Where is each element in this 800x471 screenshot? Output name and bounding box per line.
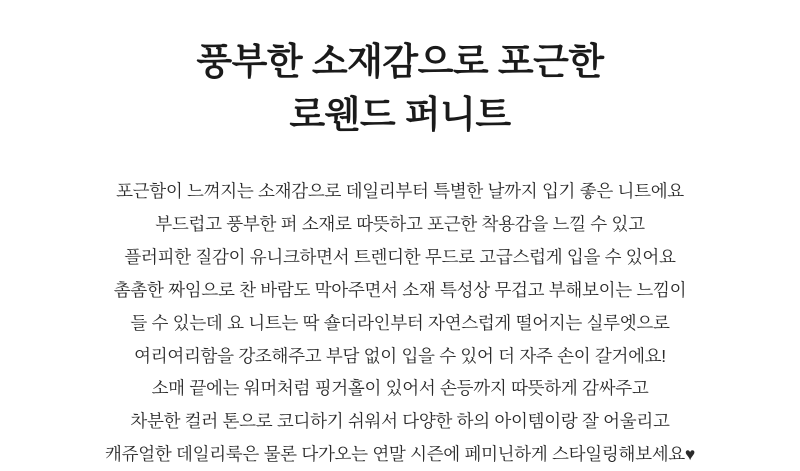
description-line-8: 차분한 컬러 톤으로 코디하기 쉬워서 다양한 하의 아이템이랑 잘 어울리고 [130, 411, 670, 432]
page-title [196, 36, 603, 141]
description-line-1: 포근함이 느껴지는 소재감으로 데일리부터 특별한 날까지 입기 좋은 니트에요 [116, 181, 684, 202]
page-title-line-2: 로웬드 퍼니트 [289, 93, 511, 135]
description-line-5: 들 수 있는데 요 니트는 딱 숄더라인부터 자연스럽게 떨어지는 실루엣으로 [130, 312, 670, 333]
description-body [105, 175, 695, 471]
description-line-9: 캐쥬얼한 데일리룩은 물론 다가오는 연말 시즌에 페미닌하게 스타일링해보세요♥ [105, 444, 695, 465]
page-title-line-1: 풍부한 소재감으로 포근한 [196, 41, 604, 82]
description-line-3: 플러피한 질감이 유니크하면서 트렌디한 무드로 고급스럽게 입을 수 있어요 [124, 246, 676, 267]
description-line-4: 촘촘한 짜임으로 찬 바람도 막아주면서 소재 특성상 무겁고 부해보이는 느낌이 [113, 279, 687, 300]
description-line-6: 여리여리함을 강조해주고 부담 없이 입을 수 있어 더 자주 손이 갈거에요! [134, 345, 666, 366]
description-line-7: 소매 끝에는 워머처럼 핑거홀이 있어서 손등까지 따뜻하게 감싸주고 [151, 378, 649, 399]
description-line-2: 부드럽고 풍부한 퍼 소재로 따뜻하고 포근한 착용감을 느낄 수 있고 [155, 213, 645, 234]
